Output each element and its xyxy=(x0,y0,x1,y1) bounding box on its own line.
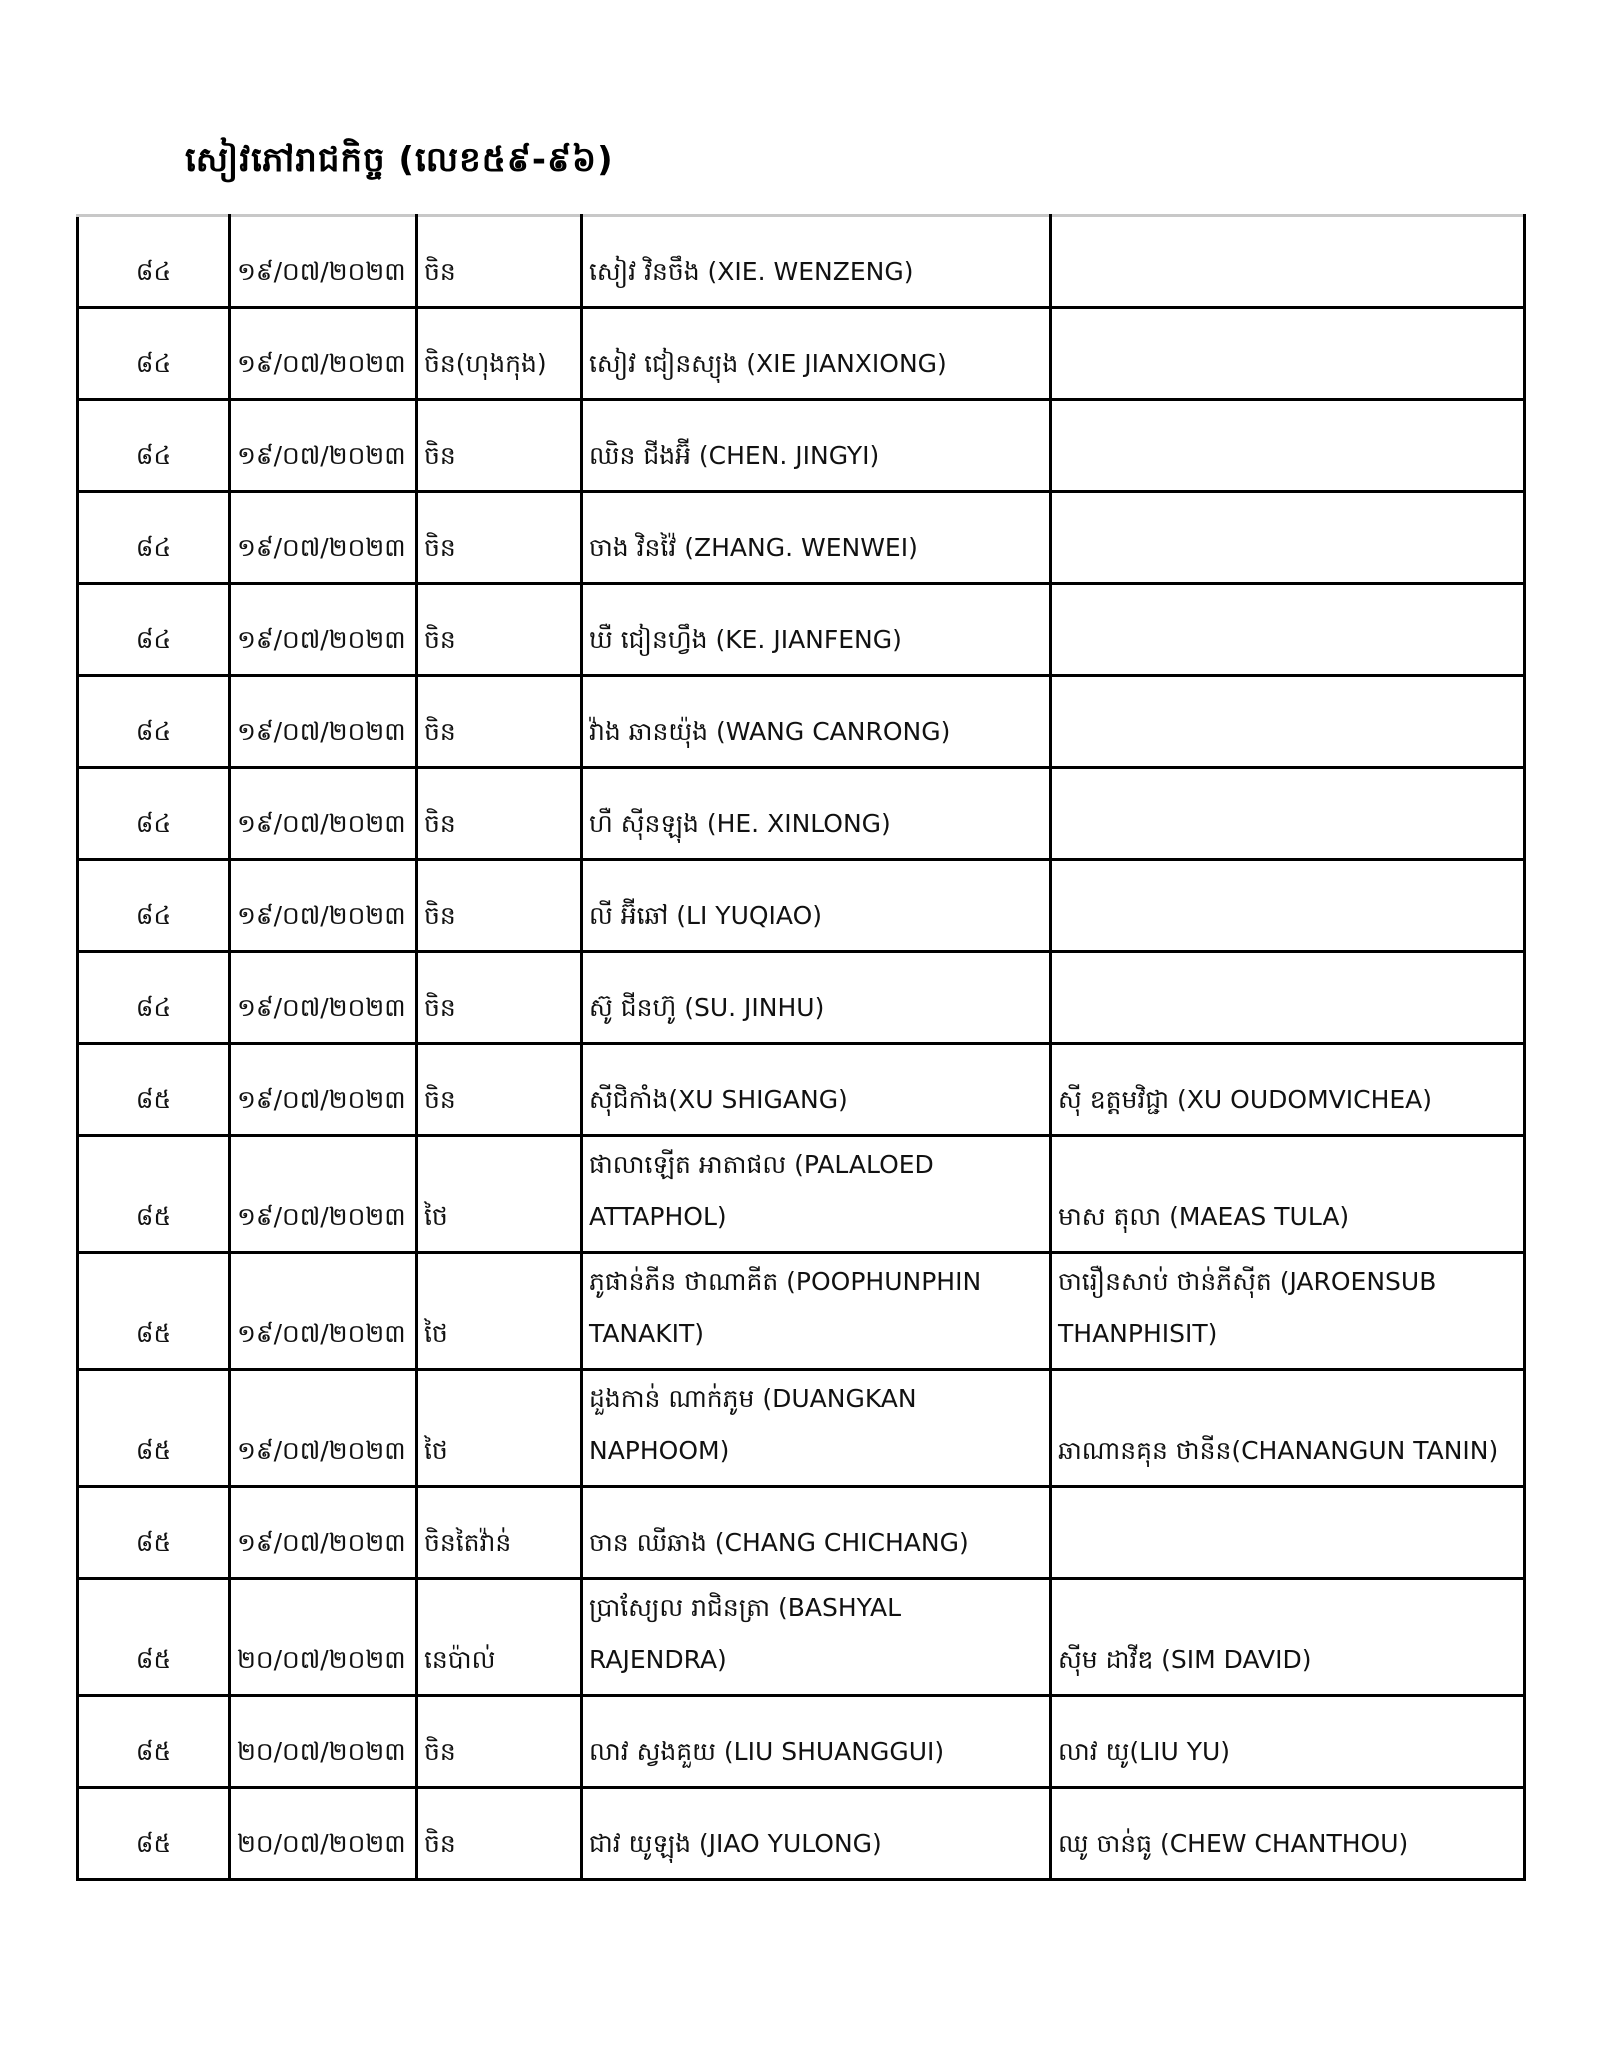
row-number-cell: ៨៤ xyxy=(78,768,230,860)
date-cell: ១៩/០៧/២០២៣ xyxy=(230,1253,417,1370)
table-row xyxy=(78,492,1525,584)
name-cell: វ៉ាង ឆានយ៉ុង (WANG CANRONG) xyxy=(582,676,1051,768)
alt-name-cell: ស៊ី ឧត្តមវិជ្ជា (XU OUDOMVICHEA) xyxy=(1051,1044,1525,1136)
name-cell: ស៊ូ ជីនហ៊ូ (SU. JINHU) xyxy=(582,952,1051,1044)
name-cell: ភូផាន់ភីន ថាណាគីត (POOPHUNPHIN TANAKIT) xyxy=(582,1253,1051,1370)
table-row xyxy=(78,1788,1525,1880)
date-cell: ២០/០៧/២០២៣ xyxy=(230,1579,417,1696)
date-cell: ២០/០៧/២០២៣ xyxy=(230,1696,417,1788)
alt-name-cell xyxy=(1051,216,1525,308)
name-cell: សៀវ ជៀនស្យុង (XIE JIANXIONG) xyxy=(582,308,1051,400)
alt-name-cell xyxy=(1051,584,1525,676)
alt-name-cell xyxy=(1051,952,1525,1044)
alt-name-cell: មាស តុលា (MAEAS TULA) xyxy=(1051,1136,1525,1253)
alt-name-cell xyxy=(1051,676,1525,768)
row-number-cell: ៨៥ xyxy=(78,1487,230,1579)
table-row xyxy=(78,400,1525,492)
name-cell: ឈិន ជីងអ៊ី (CHEN. JINGYI) xyxy=(582,400,1051,492)
name-cell: ហឺ ស៊ីនឡុង (HE. XINLONG) xyxy=(582,768,1051,860)
page-title: សៀវភៅរាជកិច្ច (លេខ៥៩-៩៦) xyxy=(185,140,614,180)
row-number-cell: ៨៥ xyxy=(78,1370,230,1487)
row-number-cell: ៨៥ xyxy=(78,1136,230,1253)
table-row xyxy=(78,768,1525,860)
name-cell: លាវ ស្វងគួយ (LIU SHUANGGUI) xyxy=(582,1696,1051,1788)
date-cell: ១៩/០៧/២០២៣ xyxy=(230,676,417,768)
alt-name-cell xyxy=(1051,400,1525,492)
table-row xyxy=(78,676,1525,768)
nationality-cell: ចិន xyxy=(417,952,582,1044)
date-cell: ១៩/០៧/២០២៣ xyxy=(230,1370,417,1487)
table-row xyxy=(78,1136,1525,1253)
name-cell: ប្រាស្យែល រាជិនត្រា (BASHYAL RAJENDRA) xyxy=(582,1579,1051,1696)
nationality-cell: ចិន xyxy=(417,1044,582,1136)
date-cell: ១៩/០៧/២០២៣ xyxy=(230,1136,417,1253)
table-row xyxy=(78,952,1525,1044)
name-cell: ចាង វិនវ៉ៃ (ZHANG. WENWEI) xyxy=(582,492,1051,584)
name-cell: សៀវ វិនចឹង (XIE. WENZENG) xyxy=(582,216,1051,308)
date-cell: ១៩/០៧/២០២៣ xyxy=(230,400,417,492)
alt-name-cell xyxy=(1051,308,1525,400)
row-number-cell: ៨៥ xyxy=(78,1253,230,1370)
nationality-cell: ចិន xyxy=(417,400,582,492)
row-number-cell: ៨៥ xyxy=(78,1696,230,1788)
table-row xyxy=(78,1487,1525,1579)
name-cell: ជាវ យូឡុង (JIAO YULONG) xyxy=(582,1788,1051,1880)
date-cell: ១៩/០៧/២០២៣ xyxy=(230,308,417,400)
table-row xyxy=(78,1253,1525,1370)
alt-name-cell: លាវ យូ(LIU YU) xyxy=(1051,1696,1525,1788)
date-cell: ១៩/០៧/២០២៣ xyxy=(230,1044,417,1136)
alt-name-cell: ឈូ ចាន់ធូ (CHEW CHANTHOU) xyxy=(1051,1788,1525,1880)
row-number-cell: ៨៥ xyxy=(78,1788,230,1880)
nationality-cell: នេប៉ាល់ xyxy=(417,1579,582,1696)
date-cell: ១៩/០៧/២០២៣ xyxy=(230,860,417,952)
alt-name-cell xyxy=(1051,492,1525,584)
row-number-cell: ៨៥ xyxy=(78,1044,230,1136)
table-row xyxy=(78,216,1525,308)
table-row xyxy=(78,584,1525,676)
nationality-cell: ថៃ xyxy=(417,1253,582,1370)
row-number-cell: ៨៤ xyxy=(78,676,230,768)
alt-name-cell: ចារឿនសាប់ ថាន់ភីស៊ីត (JAROENSUB THANPHISIT) xyxy=(1051,1253,1525,1370)
nationality-cell: ថៃ xyxy=(417,1370,582,1487)
nationality-cell: ចិន(ហុងកុង) xyxy=(417,308,582,400)
nationality-cell: ចិន xyxy=(417,676,582,768)
nationality-cell: ចិន xyxy=(417,1788,582,1880)
row-number-cell: ៨៤ xyxy=(78,584,230,676)
date-cell: ២០/០៧/២០២៣ xyxy=(230,1788,417,1880)
alt-name-cell: ឆាណានគុន ថានីន(CHANANGUN TANIN) xyxy=(1051,1370,1525,1487)
name-cell: ចាន ឈីឆាង (CHANG CHICHANG) xyxy=(582,1487,1051,1579)
row-number-cell: ៨៤ xyxy=(78,860,230,952)
date-cell: ១៩/០៧/២០២៣ xyxy=(230,952,417,1044)
nationality-cell: ចិន xyxy=(417,1696,582,1788)
nationality-cell: ចិន xyxy=(417,216,582,308)
alt-name-cell xyxy=(1051,768,1525,860)
table-row xyxy=(78,1370,1525,1487)
date-cell: ១៩/០៧/២០២៣ xyxy=(230,768,417,860)
alt-name-cell xyxy=(1051,860,1525,952)
nationality-cell: ចិនតៃវ៉ាន់ xyxy=(417,1487,582,1579)
row-number-cell: ៨៤ xyxy=(78,308,230,400)
table-row xyxy=(78,1044,1525,1136)
nationality-cell: ចិន xyxy=(417,768,582,860)
name-cell: ស៊ីជិកាំង(XU SHIGANG) xyxy=(582,1044,1051,1136)
nationality-cell: ចិន xyxy=(417,584,582,676)
row-number-cell: ៨៤ xyxy=(78,216,230,308)
table-row xyxy=(78,308,1525,400)
table-row xyxy=(78,860,1525,952)
nationality-cell: ថៃ xyxy=(417,1136,582,1253)
name-cell: ដួងកាន់ ណាក់ភូម (DUANGKAN NAPHOOM) xyxy=(582,1370,1051,1487)
table-row xyxy=(78,1696,1525,1788)
row-number-cell: ៨៤ xyxy=(78,952,230,1044)
registry-table xyxy=(76,214,1526,1881)
nationality-cell: ចិន xyxy=(417,860,582,952)
alt-name-cell: ស៊ីម ដាវីឌ (SIM DAVID) xyxy=(1051,1579,1525,1696)
alt-name-cell xyxy=(1051,1487,1525,1579)
date-cell: ១៩/០៧/២០២៣ xyxy=(230,1487,417,1579)
nationality-cell: ចិន xyxy=(417,492,582,584)
name-cell: លី អ៊ីឆៅ (LI YUQIAO) xyxy=(582,860,1051,952)
date-cell: ១៩/០៧/២០២៣ xyxy=(230,216,417,308)
table-body xyxy=(78,216,1525,1880)
date-cell: ១៩/០៧/២០២៣ xyxy=(230,584,417,676)
row-number-cell: ៨៤ xyxy=(78,492,230,584)
row-number-cell: ៨៥ xyxy=(78,1579,230,1696)
row-number-cell: ៨៤ xyxy=(78,400,230,492)
name-cell: ឴ឃឺ ជៀនហ្វឹង (KE. JIANFENG) xyxy=(582,584,1051,676)
table-row xyxy=(78,1579,1525,1696)
name-cell: ផាលាឡើត អាតាផល (PALALOED ATTAPHOL) xyxy=(582,1136,1051,1253)
date-cell: ១៩/០៧/២០២៣ xyxy=(230,492,417,584)
